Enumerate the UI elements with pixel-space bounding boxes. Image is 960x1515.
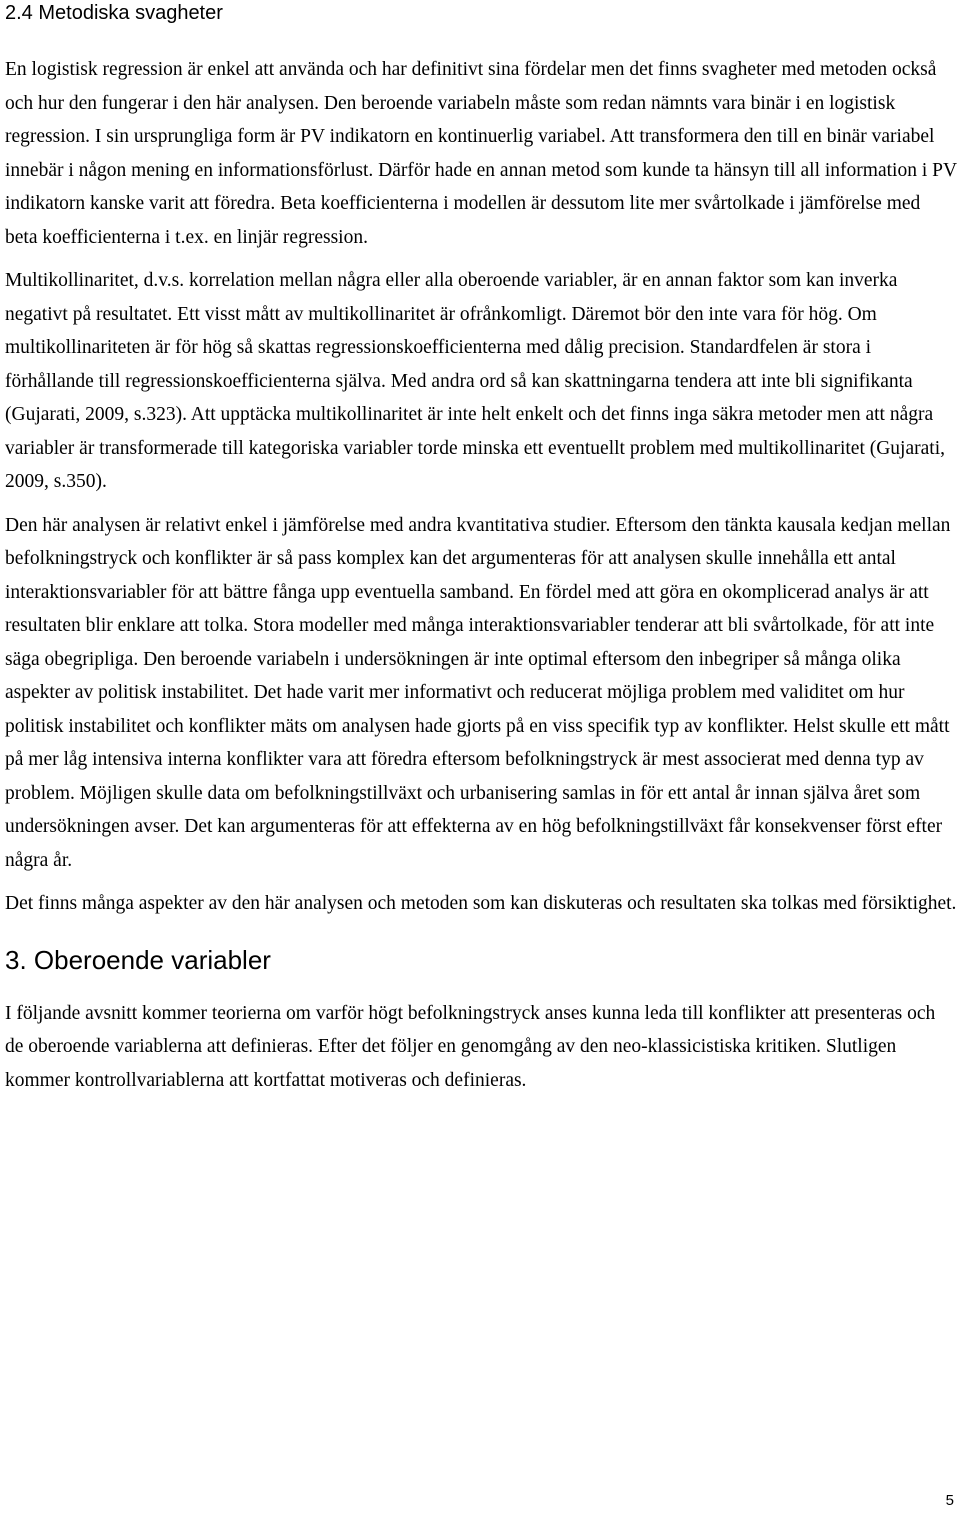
document-page	[5, 0, 957, 1097]
page-number: 5	[945, 1492, 954, 1509]
paragraph-logistic-regression: En logistisk regression är enkel att använda och har definitivt sina fördelar men det finns svagheter med metoden också och hur den fungerar i den här analysen. Den beroende variabeln måste som redan nämnts vara binär i en logistisk regression. I sin ursprungliga form är PV indikatorn en kontinuerlig variabel. Att transformera den till en binär variabel innebär i någon mening en informationsförlust. Därför hade en annan metod som kunde ta hänsyn till all information i PV indikatorn kanske varit att föredra. Beta koefficienterna i modellen är dessutom lite mer svårtolkade i jämförelse med beta koefficienterna i t.ex. en linjär regression.	[5, 59, 957, 248]
paragraph-analysis-simplicity: Den här analysen är relativt enkel i jämförelse med andra kvantitativa studier. Eftersom den tänkta kausala kedjan mellan befolkningstryck och konflikter är så pass komplex kan det argumenteras för att analysen skulle innehålla ett antal interaktionsvariabler för att bättre fånga upp eventuella samband. En fördel med att göra en okomplicerad analys är att resultaten blir enklare att tolka. Stora modeller med många interaktionsvariabler tenderar att bli svårtolkade, för att inte säga obegripliga. Den beroende variabeln i undersökningen är inte optimal eftersom den inbegriper så många olika aspekter av politisk instabilitet. Det hade varit mer informativt och reducerat möjliga problem med validitet om hur politisk instabilitet och konflikter mäts om analysen hade gjorts på en viss specifik typ av konflikter. Helst skulle ett mått på mer låg intensiva interna konflikter vara att föredra eftersom befolkningstryck är mest associerat med denna typ av problem. Möjligen skulle data om befolkningstillväxt och urbanisering samlas in för ett antal år innan själva året som undersökningen avser. Det kan argumenteras för att effekterna av en hög befolkningstillväxt får konsekvenser först efter några år.	[5, 514, 951, 871]
paragraph-independent-variables-intro: I följande avsnitt kommer teorierna om varför högt befolkningstryck anses kunna leda till konflikter att presenteras och de oberoende variablerna att definieras. Efter det följer en genomgång av den neo-klassicistiska kritiken. Slutligen kommer kontrollvariablerna att kortfattat motiveras och definieras.	[5, 1002, 936, 1091]
section-heading-2-4: 2.4 Metodiska svagheter	[5, 2, 223, 24]
section-heading-3: 3. Oberoende variabler	[5, 944, 271, 975]
paragraph-caution: Det finns många aspekter av den här analysen och metoden som kan diskuteras och resultaten ska tolkas med försiktighet.	[5, 893, 957, 914]
paragraph-multicollinearity: Multikollinaritet, d.v.s. korrelation mellan några eller alla oberoende variabler, är en annan faktor som kan inverka negativt på resultatet. Ett visst mått av multikollinaritet är ofrånkomligt. Däremot bör den inte vara för hög. Om multikollinariteten är för hög så skattas regressionskoefficienterna med dålig precision. Standardfelen är stora i förhållande till regressionskoefficienterna själva. Med andra ord så kan skattningarna tendera att inte bli signifikanta (Gujarati, 2009, s.323). Att upptäcka multikollinaritet är inte helt enkelt och det finns inga säkra metoder men att några variabler är transformerade till kategoriska variabler torde minska ett eventuellt problem med multikollinaritet (Gujarati, 2009, s.350).	[5, 270, 945, 492]
